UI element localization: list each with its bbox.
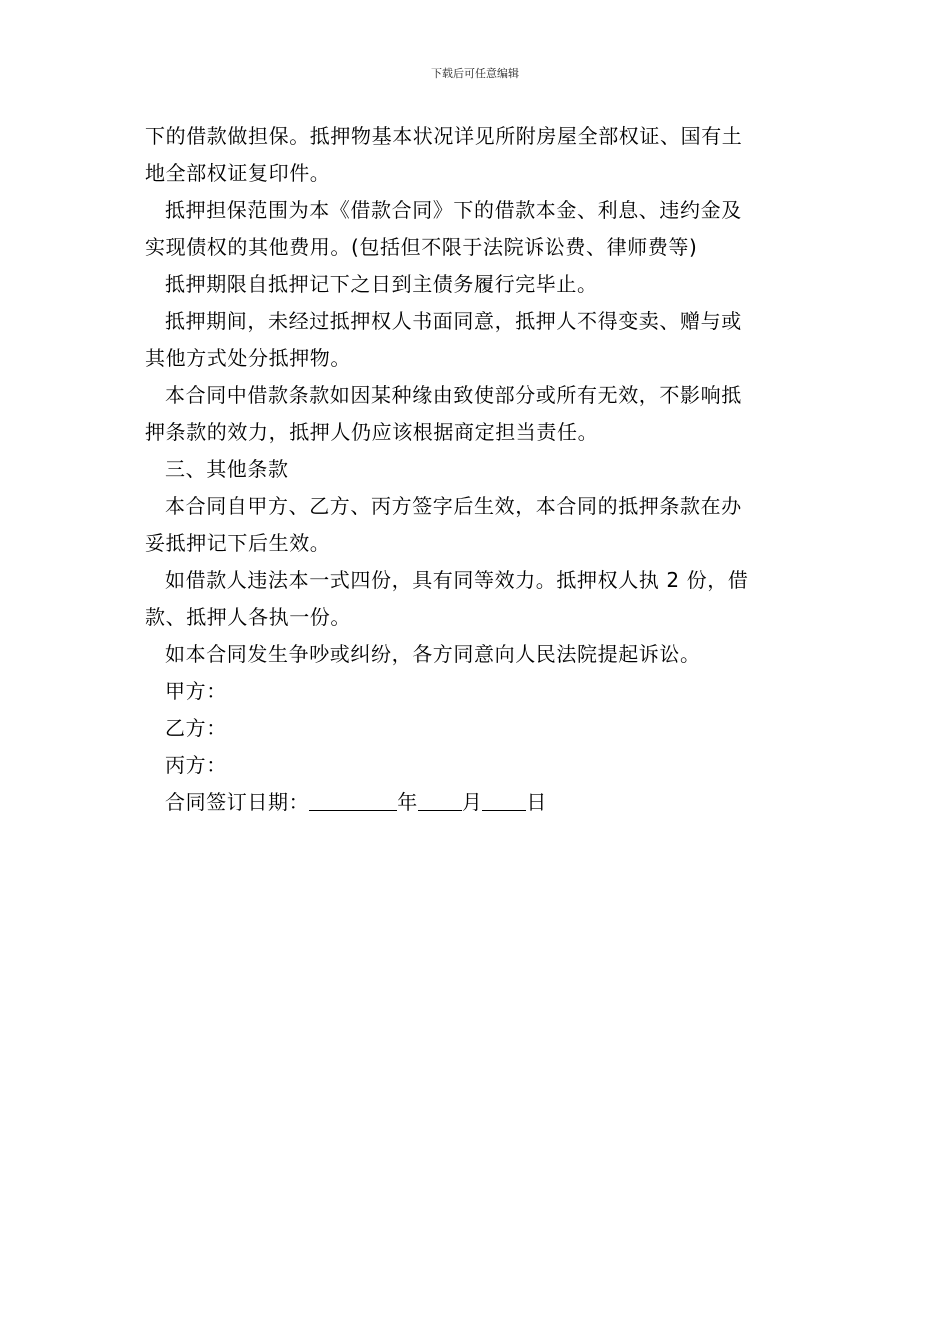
day-label: 日: [526, 790, 548, 814]
paragraph-collateral-line1: 下的借款做担保。抵押物基本状况详见所附房屋全部权证、国有土: [145, 124, 743, 148]
paragraph-effective-line1: 本合同自甲方、乙方、丙方签字后生效，本合同的抵押条款在办: [165, 494, 742, 518]
paragraph-restriction-line1: 抵押期间，未经过抵押权人书面同意，抵押人不得变卖、赠与或: [165, 309, 742, 333]
section-heading-other-terms: 三、其他条款: [165, 457, 289, 481]
paragraph-dispute: 如本合同发生争吵或纠纷，各方同意向人民法院提起诉讼。: [165, 642, 701, 666]
signing-date-line: [145, 784, 810, 821]
document-body: [145, 118, 810, 821]
month-blank: [418, 790, 462, 811]
signature-party-c: 丙方：: [165, 753, 227, 777]
paragraph-restriction-line2: 其他方式处分抵押物。: [145, 346, 351, 370]
paragraph-term: 抵押期限自抵押记下之日到主债务履行完毕止。: [165, 272, 598, 296]
year-label: 年: [397, 790, 418, 814]
paragraph-effective-line2: 妥抵押记下后生效。: [145, 531, 331, 555]
page-header-note: 下载后可任意编辑: [431, 67, 519, 80]
paragraph-validity-line2: 押条款的效力，抵押人仍应该根据商定担当责任。: [145, 420, 599, 444]
paragraph-collateral-line2: 地全部权证复印件。: [145, 161, 331, 185]
paragraph-copies-line2: 款、抵押人各执一份。: [145, 605, 351, 629]
paragraph-scope-line2: 实现债权的其他费用。(包括但不限于法院诉讼费、律师费等): [145, 235, 698, 259]
signature-party-a: 甲方：: [165, 679, 227, 703]
paragraph-copies-line1: 如借款人违法本一式四份，具有同等效力。抵押权人执 2 份，借: [165, 568, 749, 592]
month-label: 月: [461, 790, 483, 814]
signing-date-label: 合同签订日期：: [165, 790, 310, 814]
paragraph-validity-line1: 本合同中借款条款如因某种缘由致使部分或所有无效，不影响抵: [165, 383, 742, 407]
paragraph-scope-line1: 抵押担保范围为本《借款合同》下的借款本金、利息、违约金及: [165, 198, 742, 222]
year-blank: [309, 790, 397, 811]
signature-party-b: 乙方：: [165, 716, 227, 740]
day-blank: [482, 790, 526, 811]
